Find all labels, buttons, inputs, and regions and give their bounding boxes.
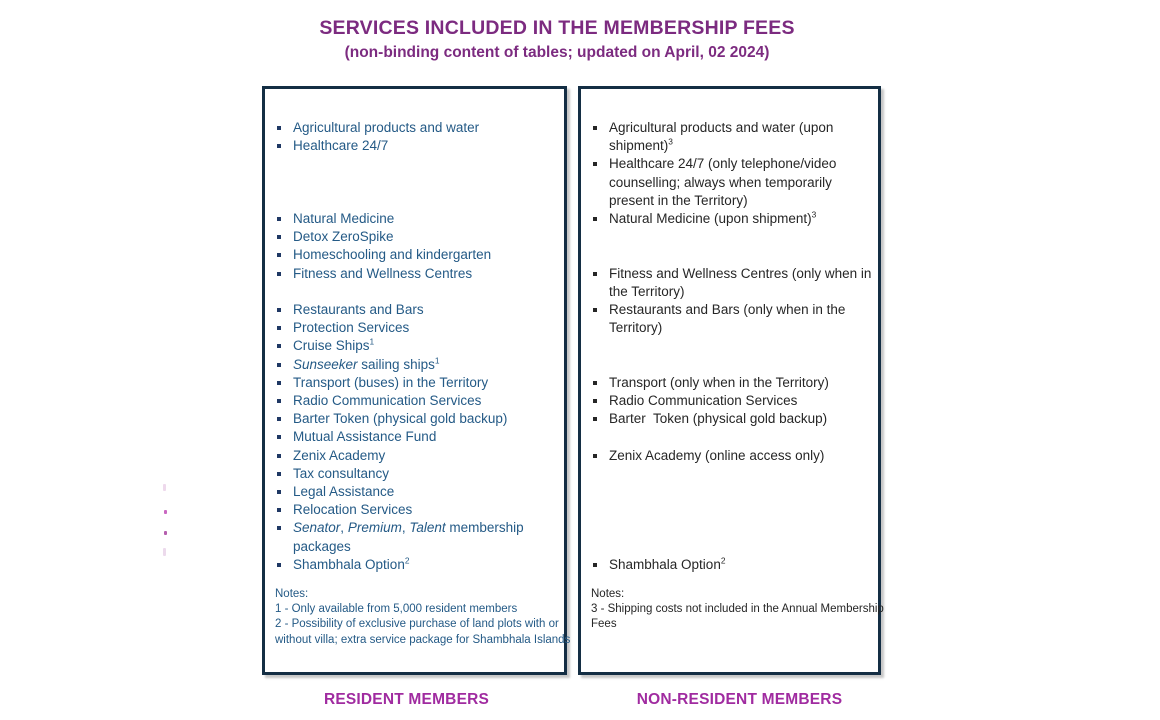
bullet-square-icon (593, 563, 597, 567)
service-item (277, 556, 564, 574)
service-item (277, 337, 564, 355)
service-item (277, 301, 564, 319)
service-item-text: Agricultural products and water (293, 120, 480, 135)
service-item-text: Healthcare 24/7 (only telephone/video counselling; always when temporarily present in the Territory) (609, 156, 841, 208)
service-item-text: Barter Token (physical gold backup) (293, 411, 508, 427)
service-item-text: Zenix Academy (online access only) (609, 447, 825, 463)
bullet-square-icon (277, 144, 281, 148)
service-item (593, 447, 878, 465)
service-item (593, 155, 878, 210)
service-item-text: Legal Assistance (293, 484, 395, 500)
service-item-text: Protection Services (293, 320, 410, 336)
bullet-square-icon (593, 162, 597, 166)
bullet-square-icon (277, 235, 281, 239)
service-item-text: Agricultural products and water (upon shipment)$^3$ (609, 120, 838, 154)
service-item-text: Tax consultancy (293, 465, 390, 481)
service-item (593, 265, 878, 301)
service-item (277, 228, 564, 246)
non-resident-service-list (581, 89, 878, 574)
service-item (277, 392, 564, 410)
service-item (593, 410, 878, 428)
service-item (277, 137, 564, 155)
notes-label: Notes: (591, 588, 625, 601)
service-item (277, 319, 564, 337)
service-item-text: Relocation Services (293, 502, 413, 518)
stray-mark (164, 531, 167, 535)
service-item (277, 356, 564, 374)
service-item (277, 447, 564, 465)
bullet-square-icon (277, 126, 281, 130)
bullet-square-icon (593, 217, 597, 221)
service-item-text: Cruise Ships$^1$ (293, 336, 375, 354)
resident-members-panel (262, 86, 571, 675)
note-line: 3 - Shipping costs not included in the Annual Membership Fees (591, 603, 887, 631)
bullet-square-icon (277, 454, 281, 458)
service-item (277, 519, 564, 555)
service-item (277, 265, 564, 283)
service-item (277, 246, 564, 264)
bullet-square-icon (593, 399, 597, 403)
bullet-square-icon (277, 381, 281, 385)
service-item (593, 392, 878, 410)
notes-lines (275, 602, 571, 648)
service-item (277, 410, 564, 428)
stray-mark (163, 548, 166, 556)
service-item (277, 483, 564, 501)
bullet-square-icon (277, 217, 281, 221)
service-item-text: Natural Medicine (upon shipment)$^3$ (609, 209, 817, 227)
bullet-square-icon (593, 126, 597, 130)
bullet-square-icon (277, 272, 281, 276)
service-item-text: Sunseeker sailing ships$^1$ (293, 355, 440, 372)
bullet-square-icon (277, 308, 281, 312)
service-item (593, 210, 878, 228)
non-resident-members-label: NON-RESIDENT MEMBERS (636, 691, 843, 708)
bullet-square-icon (277, 253, 281, 257)
service-item-text: Transport (only when in the Territory) (609, 374, 829, 390)
service-item-text: Restaurants and Bars (293, 302, 424, 317)
bullet-square-icon (277, 490, 281, 494)
service-item-text: Homeschooling and kindergarten (293, 247, 492, 263)
bullet-square-icon (277, 508, 281, 512)
service-item (593, 374, 878, 392)
bullet-square-icon (593, 308, 597, 312)
bullet-square-icon (277, 435, 281, 439)
page-title: SERVICES INCLUDED IN THE MEMBERSHIP FEES (319, 17, 795, 39)
service-item (593, 301, 878, 337)
service-item (277, 374, 564, 392)
service-item-text: Fitness and Wellness Centres (293, 265, 473, 281)
service-item (593, 119, 878, 155)
bullet-square-icon (277, 563, 281, 567)
bullet-square-icon (277, 326, 281, 330)
note-line: 1 - Only available from 5,000 resident members (275, 603, 518, 616)
service-item (277, 501, 564, 519)
non-resident-members-panel (578, 86, 887, 675)
service-item-text: Fitness and Wellness Centres (only when in the Territory) (609, 265, 876, 299)
bullet-square-icon (277, 417, 281, 421)
resident-service-list (265, 89, 564, 574)
bullet-square-icon (593, 417, 597, 421)
service-item-text: Mutual Assistance Fund (293, 429, 437, 445)
service-item (277, 465, 564, 483)
bullet-square-icon (277, 526, 281, 530)
page-subtitle: (non-binding content of tables; updated on April, 02 2024) (344, 44, 770, 61)
service-item-text: Restaurants and Bars (only when in the Territory) (609, 302, 849, 336)
service-item (593, 556, 878, 574)
bullet-square-icon (277, 344, 281, 348)
service-item-text: Shambhala Option$^2$ (609, 555, 726, 572)
non-resident-notes-section (591, 587, 887, 633)
bullet-square-icon (277, 472, 281, 476)
service-item-text: Senator, Premium, Talent membership packages (293, 520, 528, 554)
stray-mark (164, 510, 167, 514)
service-item-text: Healthcare 24/7 (293, 138, 389, 154)
service-item-text: Barter Token (physical gold backup) (609, 411, 828, 427)
bullet-square-icon (277, 363, 281, 367)
bullet-square-icon (593, 381, 597, 385)
resident-members-label: RESIDENT MEMBERS (323, 691, 490, 708)
service-item (277, 210, 564, 228)
notes-label: Notes: (275, 588, 309, 601)
notes-lines (591, 602, 887, 632)
service-item-text: Zenix Academy (293, 447, 386, 463)
stray-mark (163, 484, 166, 491)
bullet-square-icon (277, 399, 281, 403)
service-item-text: Radio Communication Services (609, 393, 798, 409)
service-item-text: Shambhala Option$^2$ (293, 555, 410, 572)
service-item-text: Transport (buses) in the Territory (293, 374, 489, 390)
service-item-text: Detox ZeroSpike (293, 229, 394, 245)
service-item-text: Radio Communication Services (293, 393, 482, 409)
resident-notes-section (275, 587, 571, 648)
bullet-square-icon (593, 272, 597, 276)
service-item-text: Natural Medicine (293, 211, 395, 226)
service-item (277, 428, 564, 446)
note-line: 2 - Possibility of exclusive purchase of land plots with or without villa; extra service package for Shambhala Islands (275, 618, 571, 646)
bullet-square-icon (593, 454, 597, 458)
service-item (277, 119, 564, 137)
